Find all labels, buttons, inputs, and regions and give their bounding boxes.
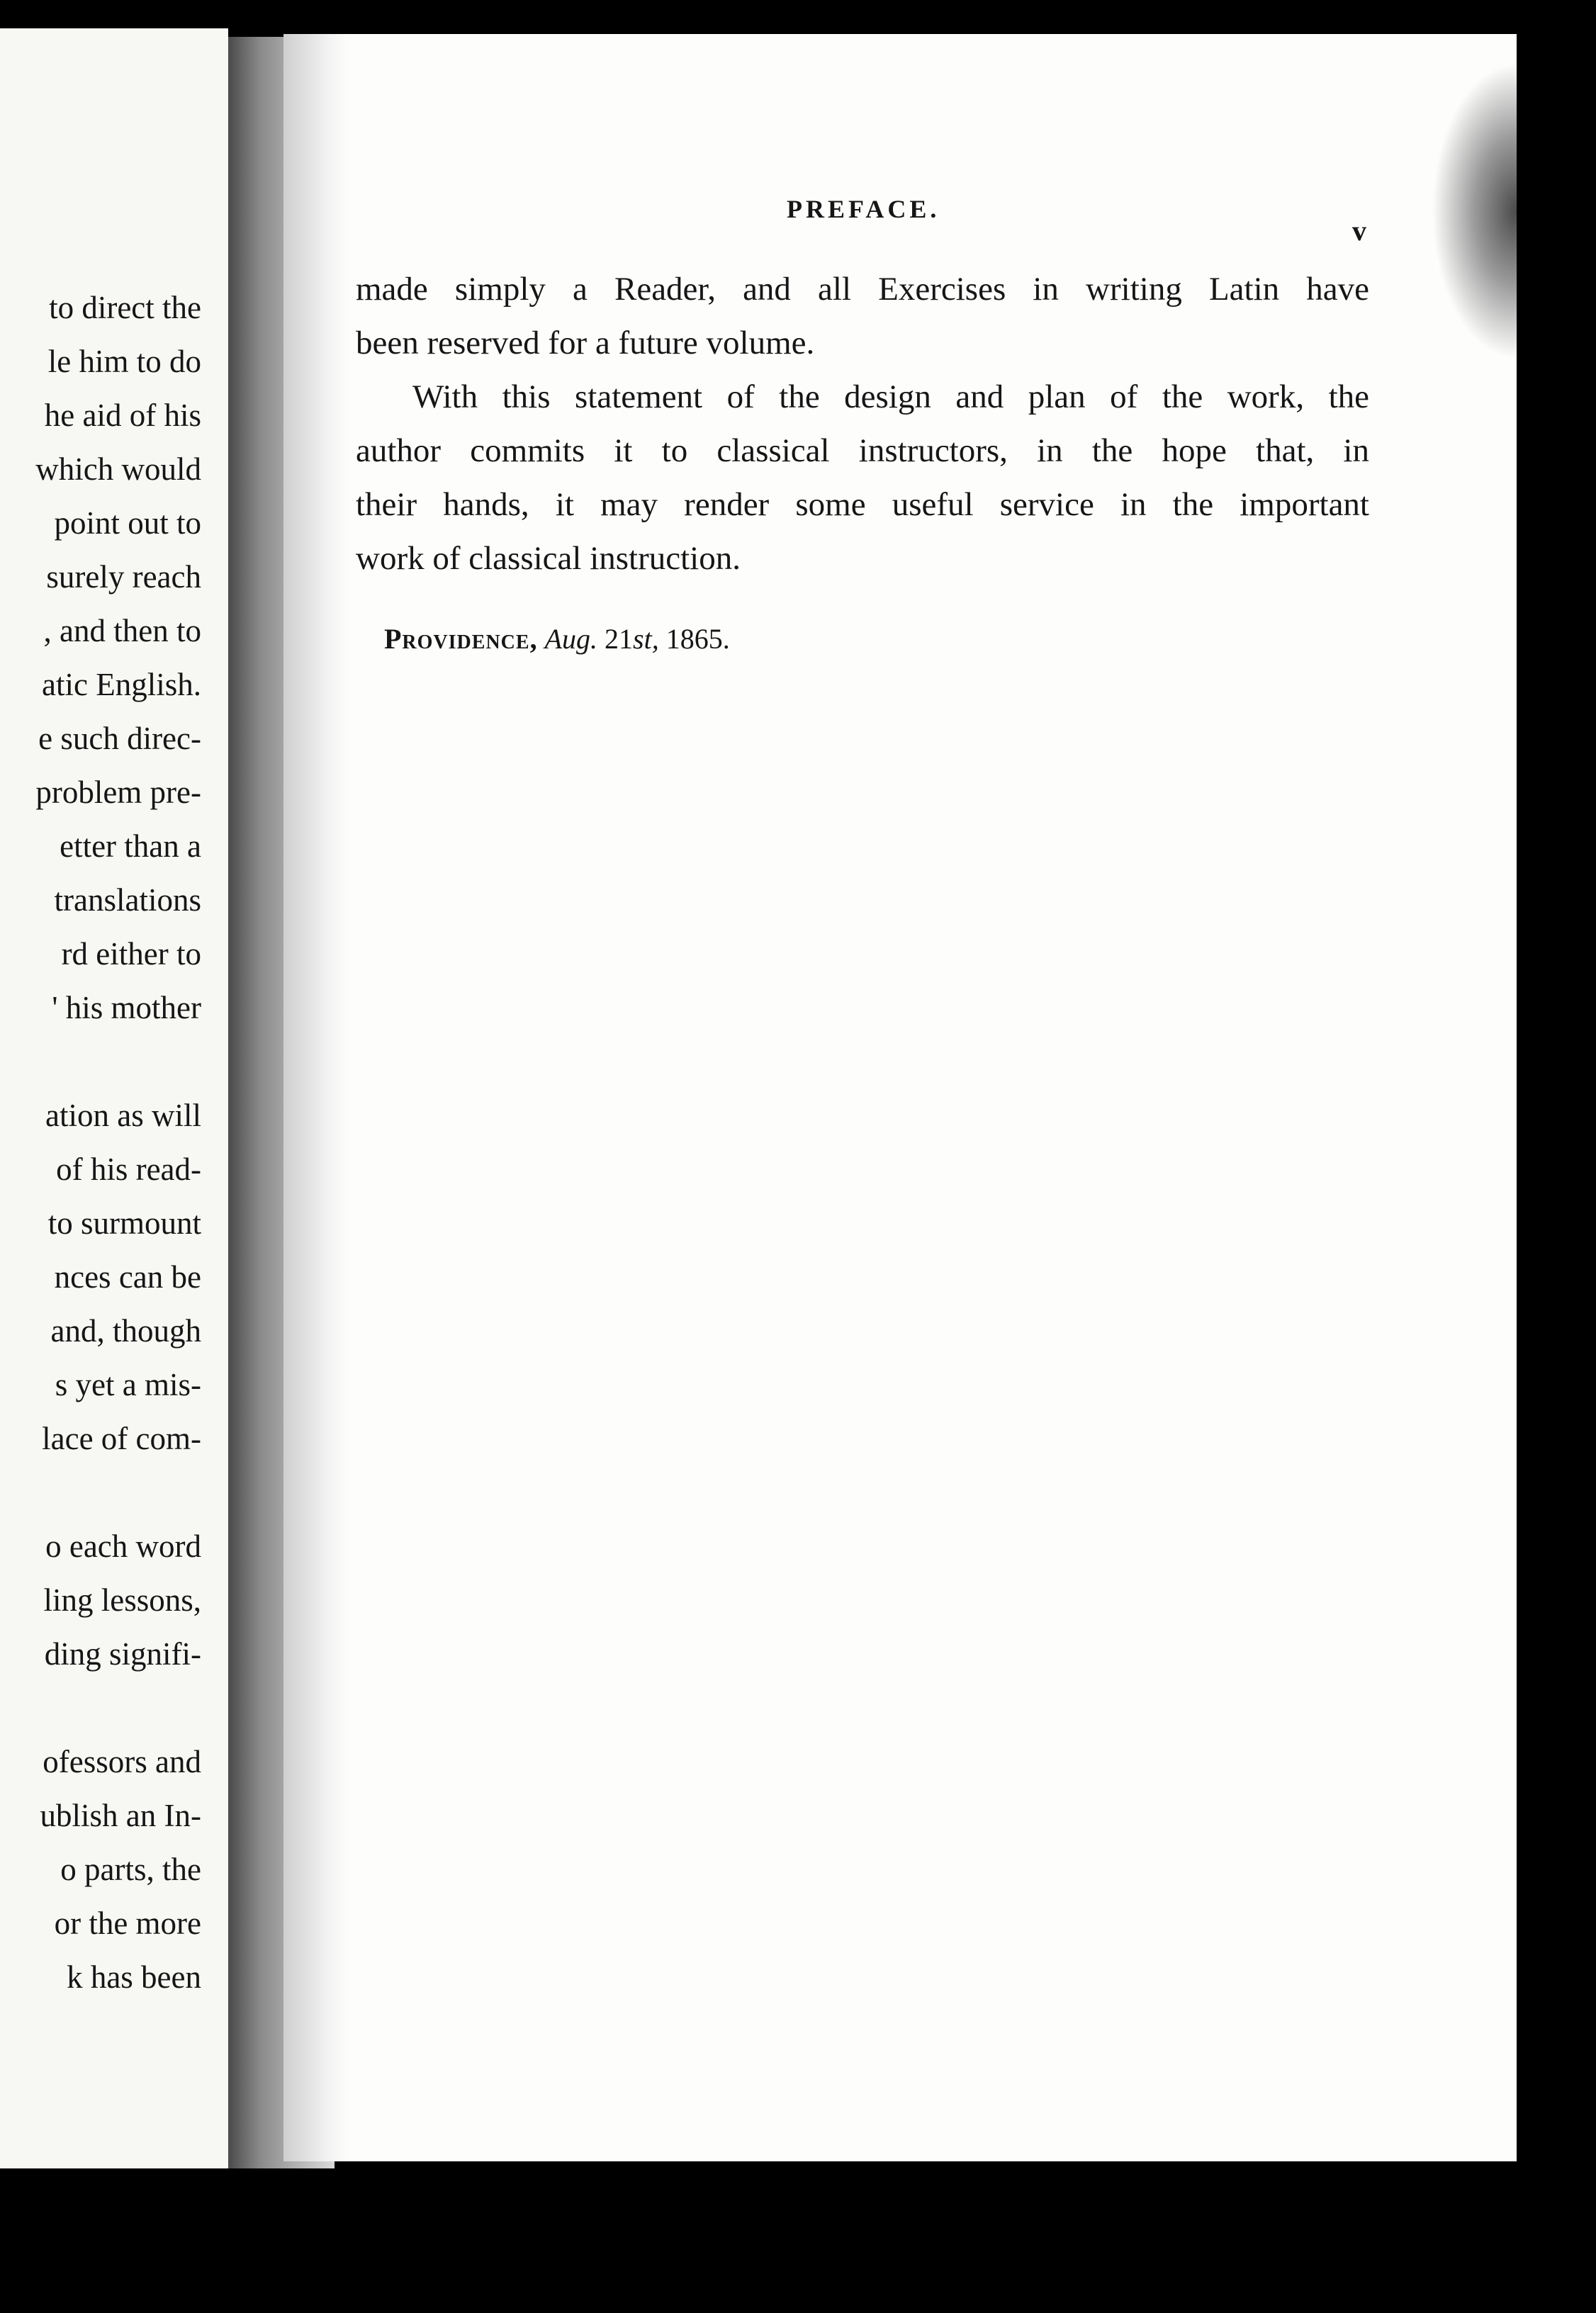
text-line: ation as will xyxy=(45,1098,201,1133)
text-line: , and then to xyxy=(43,613,201,648)
left-page-text xyxy=(35,281,201,2004)
text-line: and, though xyxy=(50,1313,201,1349)
text-line: he aid of his xyxy=(44,398,201,433)
text-line: ublish an In- xyxy=(40,1798,201,1833)
text-line: etter than a xyxy=(60,828,201,864)
text-line: k has been xyxy=(67,1959,201,1995)
dateline-month: Aug. xyxy=(544,623,598,655)
text-line: rd either to xyxy=(61,936,201,972)
dateline-year: 1865. xyxy=(665,623,730,655)
dateline-day: 21 xyxy=(605,623,634,655)
text-line: made simply a Reader, and all Exercises in writing Latin have xyxy=(356,271,1369,308)
text-line: work of classical instruction. xyxy=(356,540,741,577)
text-line: which would xyxy=(35,451,201,487)
text-line xyxy=(35,1035,201,1088)
text-line: ' his mother xyxy=(52,990,201,1025)
text-line: ding signifi- xyxy=(44,1636,201,1672)
text-line: ling lessons, xyxy=(43,1582,201,1618)
text-line: ofessors and xyxy=(43,1744,201,1779)
text-line: lace of com- xyxy=(42,1421,201,1456)
text-line: translations xyxy=(54,882,201,918)
text-line: problem pre- xyxy=(35,775,201,810)
text-line xyxy=(35,1465,201,1519)
text-line: to surmount xyxy=(47,1205,201,1241)
text-line: le him to do xyxy=(47,344,201,379)
text-line: With this statement of the design and plan of the work, the xyxy=(412,378,1369,415)
dateline-place: Providence, xyxy=(384,623,538,655)
text-line: their hands, it may render some useful service in the important xyxy=(356,486,1369,523)
text-line: point out to xyxy=(54,505,201,541)
text-line xyxy=(35,1681,201,1735)
text-line: author commits it to classical instructors, in the hope that, in xyxy=(356,432,1369,469)
text-line: of his read- xyxy=(56,1152,201,1187)
text-line: or the more xyxy=(54,1906,201,1941)
preface-body xyxy=(356,262,1369,585)
text-line: been reserved for a future volume. xyxy=(356,325,815,361)
text-line: surely reach xyxy=(46,559,201,595)
text-line: nces can be xyxy=(54,1259,201,1295)
page-edge-stain xyxy=(1432,62,1517,360)
text-line: o each word xyxy=(45,1529,201,1564)
text-line: s yet a mis- xyxy=(55,1367,201,1402)
page-number: v xyxy=(1352,215,1366,247)
running-head: PREFACE. xyxy=(787,195,940,223)
text-line: e such direc- xyxy=(38,721,201,756)
dateline-ordinal: st, xyxy=(633,623,659,655)
left-page xyxy=(0,28,228,2168)
text-line: to direct the xyxy=(49,290,201,325)
dateline xyxy=(384,622,730,655)
right-page xyxy=(283,34,1517,2161)
scan-background xyxy=(0,2168,1596,2313)
text-line: atic English. xyxy=(42,667,201,702)
gutter-shadow xyxy=(283,34,347,2161)
text-line: o parts, the xyxy=(60,1852,201,1887)
